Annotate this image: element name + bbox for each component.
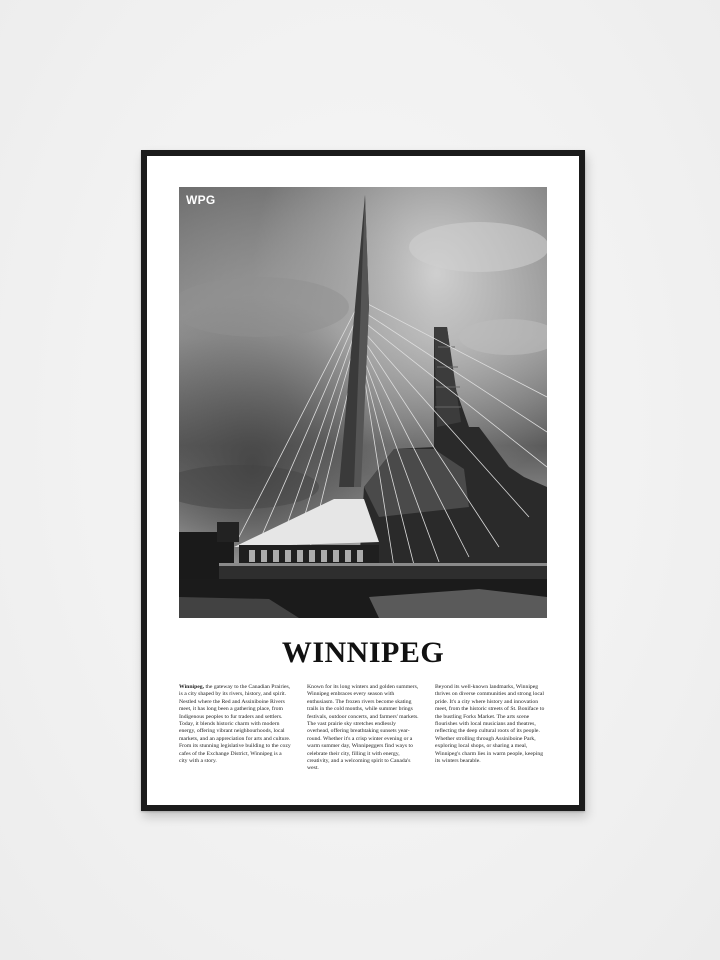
bridge-photo-illustration xyxy=(179,187,547,618)
poster-photo xyxy=(179,187,547,618)
poster-title: WINNIPEG xyxy=(281,636,445,669)
description-column-2 xyxy=(307,684,419,773)
description-column-1 xyxy=(179,684,291,765)
poster-frame xyxy=(141,150,585,811)
description-text-2: Known for its long winters and golden summers, Winnipeg embraces every season with enthusiasm. The frozen rivers become skating trails in the cold months, while summer brings festivals, outdoor concerts, and farmers' markets. The vast prairie sky stretches endlessly overhead, offering breathtaking sunsets year-round. Whether it's a crisp winter evening or a warm summer day, Winnipeggers find ways to celebrate their city, filling it with energy, creativity, and a welcoming spirit to Canada's west. xyxy=(307,684,419,772)
city-code-tag: WPG xyxy=(186,193,216,207)
description-text-1: the gateway to the Canadian Prairies, is a city shaped by its rivers, history, and spirit. Nestled where the Red and Assiniboine Rivers meet, it has long been a gathering place, from Indigenous peoples to fur traders and settlers. Today, it blends historic charm with modern energy, offering vibrant neighbourhoods, local markets, and an appreciation for arts and culture. From its stunning legislative building to the cozy cafes of the Exchange District, Winnipeg is a city with a story. xyxy=(179,684,291,765)
description-lead-word: Winnipeg, xyxy=(179,684,205,690)
description-text-3: Beyond its well-known landmarks, Winnipeg thrives on diverse communities and strong local pride. It's a city where history and innovation meet, from the historic streets of St. Boniface to the bustling Forks Market. The arts scene flourishes with local musicians and theatres, reflecting the deep cultural roots of its people. Whether strolling through Assiniboine Park, exploring local shops, or sharing a meal, Winnipeg's charm lies in warm people, keeping its winters bearable. xyxy=(435,684,545,765)
description-column-3 xyxy=(435,684,547,765)
